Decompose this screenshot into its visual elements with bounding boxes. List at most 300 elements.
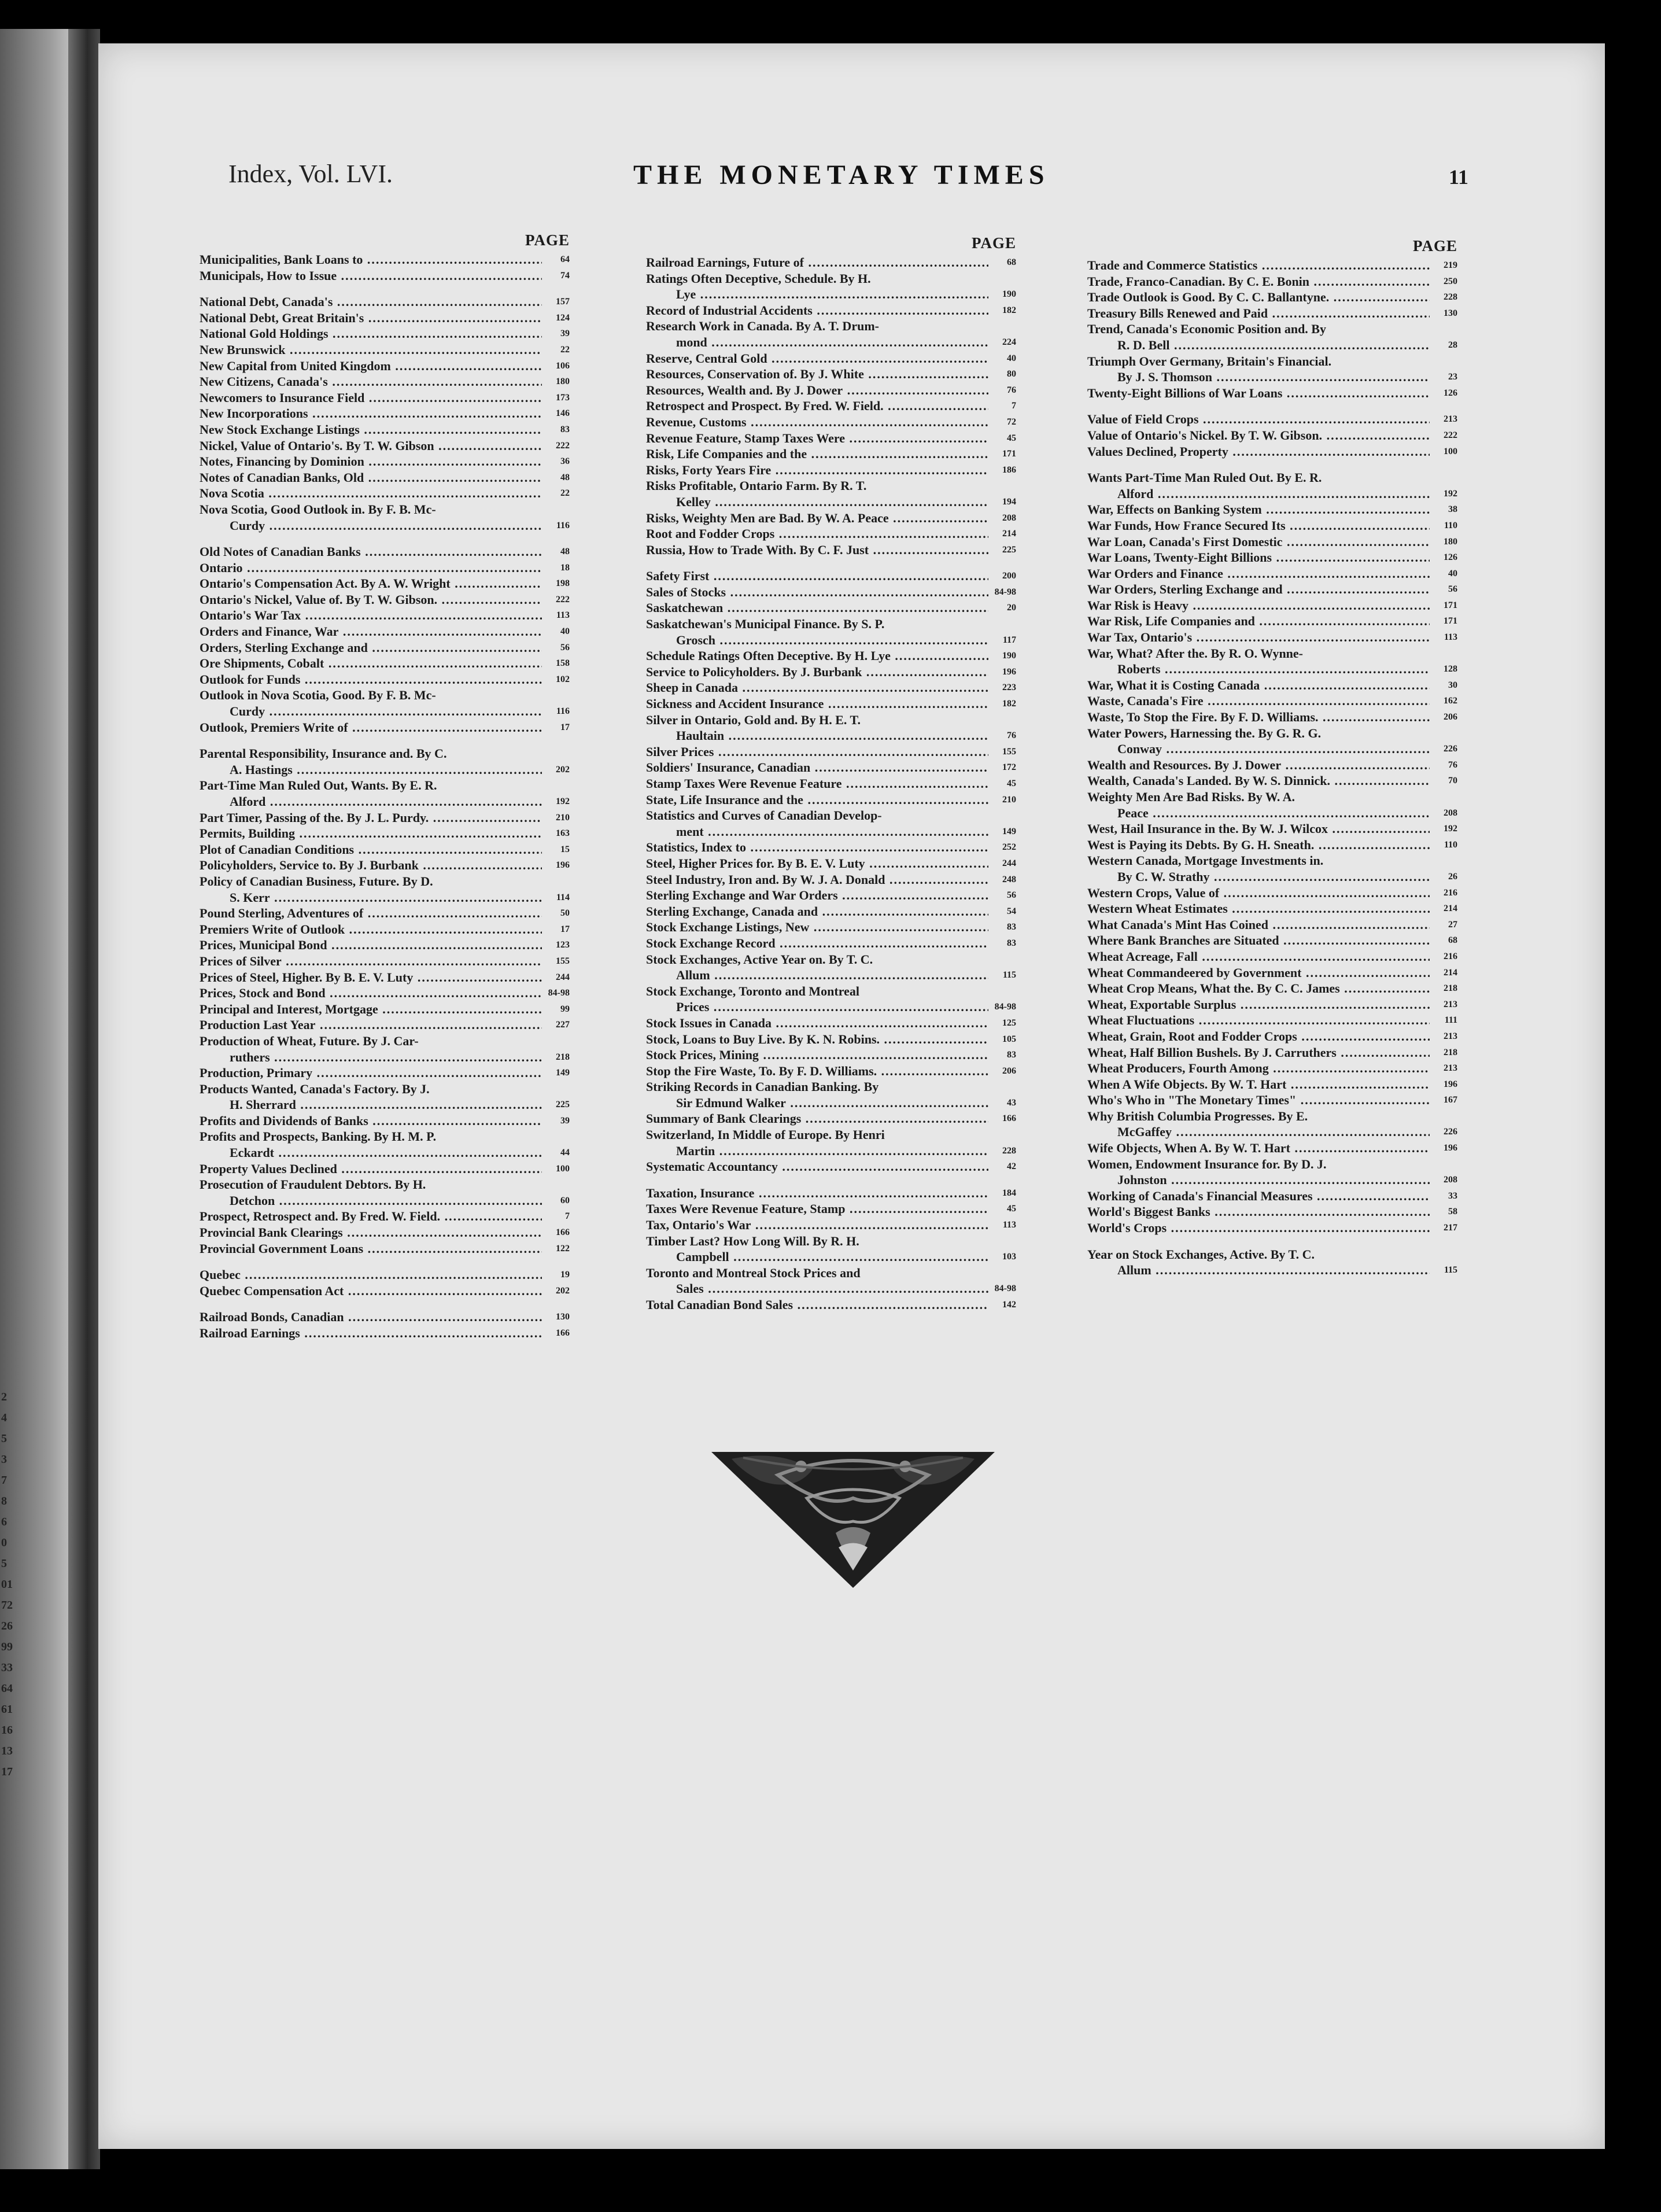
index-entry (1087, 411, 1457, 427)
entry-title: Wealth and Resources. By J. Dower ..... (1087, 757, 1430, 773)
entry-title: Saskatchewan ..... (646, 600, 988, 616)
entry-page-number: 196 (1444, 1079, 1457, 1089)
entry-title: Treasury Bills Renewed and Paid ..... (1087, 305, 1430, 322)
entry-page-number: 218 (556, 1052, 570, 1062)
entry-title: Resources, Wealth and. By J. Dower ..... (646, 382, 988, 399)
entry-page-number: 64 (560, 255, 570, 264)
entry-page-number: 146 (556, 408, 570, 419)
entry-title: Provincial Government Loans ..... (200, 1241, 542, 1257)
entry-page-number: 208 (1444, 808, 1457, 818)
entry-page-number: 113 (1444, 632, 1457, 643)
index-entry (200, 405, 570, 422)
index-entry (646, 568, 1016, 584)
index-entry (646, 1047, 1016, 1063)
entry-page-number: 76 (1448, 760, 1457, 770)
index-entry (646, 303, 1016, 319)
index-entry (1087, 805, 1457, 821)
index-entry (200, 873, 570, 890)
index-entry (646, 1159, 1016, 1175)
index-entry (200, 1267, 570, 1283)
entry-page-number: 103 (1002, 1252, 1016, 1262)
adjacent-margin-number: 5 (1, 1432, 7, 1445)
adjacent-margin-number: 13 (1, 1745, 13, 1757)
index-entry (646, 478, 1016, 494)
entry-title: Root and Fodder Crops ..... (646, 526, 988, 542)
index-entry (1087, 502, 1457, 518)
entry-title: Saskatchewan's Municipal Finance. By S. P. (646, 617, 885, 632)
index-column-2 (646, 234, 1016, 1313)
entry-title: Ontario's War Tax ..... (200, 607, 542, 624)
index-entry (646, 824, 1016, 840)
index-entry (1087, 444, 1457, 460)
index-entry (1087, 661, 1457, 677)
entry-page-number: 171 (1444, 616, 1457, 626)
adjacent-margin-number: 61 (1, 1703, 13, 1716)
entry-title: Why British Columbia Progresses. By E. (1087, 1108, 1308, 1123)
entry-spacer (1087, 459, 1457, 470)
index-entry (646, 271, 1016, 287)
entry-page-number: 22 (560, 344, 570, 355)
entry-title: Tax, Ontario's War ..... (646, 1217, 988, 1233)
index-entry (200, 794, 570, 810)
entry-title: Retrospect and Prospect. By Fred. W. Field. ..... (646, 398, 988, 414)
index-entry (200, 422, 570, 438)
index-entry (200, 1193, 570, 1209)
index-entry (646, 935, 1016, 952)
index-entry (1087, 869, 1457, 885)
entry-title: Stamp Taxes Were Revenue Feature ..... (646, 776, 988, 792)
entry-page-number: 130 (1444, 308, 1457, 318)
entry-page-number: 214 (1444, 904, 1457, 914)
entry-page-number: 45 (1007, 779, 1016, 788)
entry-page-number: 68 (1448, 935, 1457, 946)
index-entry (1087, 518, 1457, 534)
entry-title: Part-Time Man Ruled Out, Wants. By E. R. (200, 778, 437, 793)
index-entry (200, 470, 570, 486)
index-entry (1087, 1028, 1457, 1045)
index-entry (646, 286, 1016, 303)
entry-title: Outlook for Funds ..... (200, 672, 542, 688)
index-entry (1087, 1076, 1457, 1093)
index-entry (646, 648, 1016, 664)
index-entry (200, 703, 570, 720)
index-entry (200, 592, 570, 608)
entry-title: Revenue Feature, Stamp Taxes Were ..... (646, 430, 988, 447)
entry-page-number: 252 (1002, 842, 1016, 853)
index-entry (200, 1177, 570, 1193)
entry-title: ruthers ..... (230, 1049, 542, 1066)
entry-page-number: 180 (1444, 536, 1457, 547)
index-entry (200, 969, 570, 986)
entry-title: Municipalities, Bank Loans to ..... (200, 252, 542, 268)
adjacent-page-numbers (1, 1388, 24, 1784)
entry-page-number: 196 (1444, 1143, 1457, 1153)
index-entry (200, 1225, 570, 1241)
entry-page-number: 217 (1444, 1223, 1457, 1233)
entry-page-number: 200 (1002, 571, 1016, 581)
entry-page-number: 28 (1448, 340, 1457, 350)
index-entry (200, 1001, 570, 1017)
entry-title: Detchon ..... (230, 1193, 542, 1209)
index-entry (200, 762, 570, 778)
entry-page-number: 172 (1002, 762, 1016, 773)
entry-title: Prosecution of Fraudulent Debtors. By H. (200, 1177, 426, 1192)
entry-title: Alford ..... (1117, 486, 1430, 502)
entry-page-number: 222 (556, 440, 570, 451)
entry-page-number: 56 (1007, 890, 1016, 901)
entry-page-number: 33 (1448, 1190, 1457, 1201)
entry-title: Outlook, Premiers Write of ..... (200, 720, 542, 736)
index-entry (1087, 917, 1457, 933)
index-entry (200, 1208, 570, 1225)
entry-page-number: 72 (1007, 416, 1016, 427)
entry-page-number: 190 (1002, 289, 1016, 300)
index-entry (1087, 1045, 1457, 1061)
entry-title: Stock Issues in Canada ..... (646, 1015, 988, 1031)
entry-title: Stock Exchanges, Active Year on. By T. C. (646, 952, 873, 967)
index-entry (646, 494, 1016, 510)
entry-title: Allum ..... (1117, 1262, 1430, 1278)
entry-title: ment ..... (676, 824, 988, 840)
entry-page-number: 50 (560, 908, 570, 919)
entry-title: Provincial Bank Clearings ..... (200, 1225, 542, 1241)
entry-page-number: 84-98 (994, 1284, 1016, 1294)
index-entry (200, 1129, 570, 1145)
entry-page-number: 76 (1007, 385, 1016, 395)
entry-page-number: 84-98 (994, 1002, 1016, 1012)
entry-page-number: 206 (1002, 1066, 1016, 1076)
index-entry (200, 502, 570, 518)
entry-page-number: 76 (1007, 731, 1016, 741)
index-entry (646, 351, 1016, 367)
entry-title: mond ..... (676, 334, 988, 351)
entry-page-number: 219 (1444, 260, 1457, 270)
index-entry (200, 1081, 570, 1097)
index-entry (1087, 369, 1457, 385)
index-entry (646, 1095, 1016, 1111)
entry-page-number: 36 (560, 456, 570, 467)
entry-title: New Stock Exchange Listings ..... (200, 422, 542, 438)
index-entry (200, 905, 570, 921)
index-entry (200, 937, 570, 953)
index-entry (200, 672, 570, 688)
entry-title: Sales of Stocks ..... (646, 584, 988, 600)
entry-title: Summary of Bank Clearings ..... (646, 1111, 988, 1127)
index-entry (1087, 1220, 1457, 1236)
entry-page-number: 40 (1007, 353, 1016, 363)
index-entry (1087, 598, 1457, 614)
index-entry (200, 374, 570, 390)
entry-page-number: 218 (1444, 983, 1457, 994)
index-entry (1087, 550, 1457, 566)
index-entry (200, 825, 570, 842)
index-entry (646, 1079, 1016, 1095)
entry-page-number: 213 (1444, 1063, 1457, 1074)
entry-title: Railroad Bonds, Canadian ..... (200, 1309, 542, 1325)
entry-page-number: 43 (1007, 1097, 1016, 1108)
adjacent-margin-number: 4 (1, 1411, 7, 1424)
index-entry (1087, 1204, 1457, 1220)
entry-title: Production of Wheat, Future. By J. Car- (200, 1033, 419, 1048)
entry-title: Stock, Loans to Buy Live. By K. N. Robins. ..... (646, 1031, 988, 1048)
entry-title: Plot of Canadian Conditions ..... (200, 842, 542, 858)
entry-title: Ontario ..... (200, 560, 542, 576)
entry-page-number: 20 (1007, 603, 1016, 613)
entry-title: Ratings Often Deceptive, Schedule. By H. (646, 271, 871, 286)
entry-page-number: 40 (560, 626, 570, 637)
index-entry (1087, 613, 1457, 629)
entry-title: Trade and Commerce Statistics ..... (1087, 257, 1430, 274)
index-entry (1087, 837, 1457, 853)
index-entry (646, 792, 1016, 808)
entry-page-number: 167 (1444, 1095, 1457, 1105)
entry-title: Part Timer, Passing of the. By J. L. Purdy. ..... (200, 810, 542, 826)
index-entry (646, 1063, 1016, 1079)
index-entry (646, 430, 1016, 447)
entry-title: National Debt, Great Britain's ..... (200, 310, 542, 326)
entry-title: Premiers Write of Outlook ..... (200, 921, 542, 938)
index-entry (200, 890, 570, 906)
entry-title: Prices of Steel, Higher. By B. E. V. Luty ..... (200, 969, 542, 986)
index-entry (200, 857, 570, 873)
index-entry (200, 390, 570, 406)
index-entry (646, 1127, 1016, 1143)
index-entry (646, 744, 1016, 760)
index-entry (1087, 353, 1457, 370)
index-entry (1087, 709, 1457, 725)
entry-page-number: 224 (1002, 337, 1016, 347)
index-entry (200, 576, 570, 592)
index-entry (200, 640, 570, 656)
index-entry (646, 366, 1016, 382)
index-entry (646, 776, 1016, 792)
entry-title: Western Canada, Mortgage Investments in. (1087, 853, 1324, 868)
entry-title: Nickel, Value of Ontario's. By T. W. Gibson ..... (200, 438, 542, 454)
entry-title: Municipals, How to Issue ..... (200, 268, 542, 284)
index-column-3 (1087, 237, 1457, 1278)
index-entry (1087, 337, 1457, 353)
entry-page-number: 194 (1002, 496, 1016, 507)
entry-title: Orders, Sterling Exchange and ..... (200, 640, 542, 656)
entry-title: Schedule Ratings Often Deceptive. By H. Lye ..... (646, 648, 988, 664)
entry-spacer (200, 1256, 570, 1267)
index-entry (646, 983, 1016, 1000)
index-entry (200, 687, 570, 703)
index-entry (200, 1325, 570, 1341)
index-entry (200, 1161, 570, 1177)
index-entry (646, 584, 1016, 600)
entry-title: West is Paying its Debts. By G. H. Sneath. ..... (1087, 837, 1430, 853)
index-entry (646, 919, 1016, 935)
adjacent-margin-number: 16 (1, 1724, 13, 1737)
entry-page-number: 40 (1448, 568, 1457, 578)
index-entry (646, 839, 1016, 856)
entry-title: New Brunswick ..... (200, 342, 542, 358)
entry-title: Sterling Exchange, Canada and ..... (646, 904, 988, 920)
adjacent-margin-number: 8 (1, 1495, 7, 1507)
index-entry (1087, 321, 1457, 337)
entry-title: S. Kerr ..... (230, 890, 542, 906)
index-entry (646, 872, 1016, 888)
index-entry (646, 1015, 1016, 1031)
entry-page-number: 222 (556, 594, 570, 604)
index-entry (200, 518, 570, 534)
entry-page-number: 225 (556, 1100, 570, 1110)
index-entry (646, 1265, 1016, 1281)
entry-title: Taxation, Insurance ..... (646, 1185, 988, 1201)
adjacent-margin-number: 3 (1, 1453, 7, 1466)
entry-page-number: 15 (560, 844, 570, 854)
entry-page-number: 227 (556, 1020, 570, 1030)
entry-page-number: 123 (556, 940, 570, 950)
entry-page-number: 19 (560, 1270, 570, 1280)
entry-page-number: 124 (556, 312, 570, 323)
entry-title: Wheat Acreage, Fall ..... (1087, 949, 1430, 965)
entry-title: Conway ..... (1117, 741, 1430, 757)
index-entry (1087, 257, 1457, 274)
entry-title: Wealth, Canada's Landed. By W. S. Dinnick. ..... (1087, 773, 1430, 789)
entry-title: Russia, How to Trade With. By C. F. Just ..... (646, 542, 988, 558)
index-entry (646, 382, 1016, 399)
entry-page-number: 39 (560, 1115, 570, 1126)
entry-page-number: 110 (1444, 520, 1457, 530)
entry-page-number: 113 (556, 610, 570, 621)
entry-title: Products Wanted, Canada's Factory. By J. (200, 1081, 430, 1096)
entry-title: War Tax, Ontario's ..... (1087, 629, 1430, 646)
index-entry (200, 544, 570, 560)
entry-page-number: 56 (1448, 584, 1457, 595)
entry-title: Working of Canada's Financial Measures ..... (1087, 1188, 1430, 1204)
entry-title: Year on Stock Exchanges, Active. By T. C. (1087, 1247, 1315, 1262)
entry-page-number: 116 (556, 520, 570, 530)
index-entry (200, 1309, 570, 1325)
index-entry (1087, 1140, 1457, 1156)
entry-title: Profits and Dividends of Banks ..... (200, 1113, 542, 1129)
entry-page-number: 149 (556, 1068, 570, 1078)
index-entry (1087, 274, 1457, 290)
entry-title: Value of Ontario's Nickel. By T. W. Gibson. ..... (1087, 427, 1430, 444)
adjacent-margin-number: 99 (1, 1640, 13, 1653)
entry-page-number: 142 (1002, 1300, 1016, 1310)
entry-page-number: 214 (1444, 967, 1457, 978)
entry-page-number: 114 (556, 892, 570, 902)
index-entry (1087, 932, 1457, 949)
index-entry (1087, 1188, 1457, 1204)
entry-title: Prices of Silver ..... (200, 953, 542, 969)
entry-title: Wheat Crop Means, What the. By C. C. James ..... (1087, 980, 1430, 997)
index-entry (200, 326, 570, 342)
entry-page-number: 117 (1002, 635, 1016, 645)
entry-spacer (200, 283, 570, 294)
entry-page-number: 54 (1007, 906, 1016, 916)
entry-title: Ontario's Compensation Act. By A. W. Wright ..... (200, 576, 542, 592)
entry-page-number: 226 (1444, 744, 1457, 754)
index-entry (1087, 773, 1457, 789)
entry-title: New Capital from United Kingdom ..... (200, 358, 542, 374)
index-entry (1087, 305, 1457, 322)
index-entry (1087, 980, 1457, 997)
entry-page-number: 38 (1448, 504, 1457, 515)
index-entry (646, 632, 1016, 648)
index-entry (646, 526, 1016, 542)
page-number: 11 (1449, 165, 1469, 189)
index-entry (1087, 1060, 1457, 1076)
entry-page-number: 213 (1444, 1031, 1457, 1041)
index-entry (646, 1031, 1016, 1048)
entry-title: Wife Objects, When A. By W. T. Hart ..... (1087, 1140, 1430, 1156)
adjacent-margin-number: 2 (1, 1391, 7, 1403)
index-entry (1087, 693, 1457, 709)
column-page-heading: PAGE (1413, 237, 1457, 255)
entry-title: Value of Field Crops ..... (1087, 411, 1430, 427)
index-entry (200, 746, 570, 762)
entry-title: Taxes Were Revenue Feature, Stamp ..... (646, 1201, 988, 1217)
entry-page-number: 83 (1007, 922, 1016, 932)
index-entry (646, 712, 1016, 728)
index-page (98, 43, 1605, 2149)
entry-title: Quebec Compensation Act ..... (200, 1283, 542, 1299)
index-entry (200, 252, 570, 268)
entry-page-number: 100 (1444, 446, 1457, 456)
index-volume-label: Index, Vol. LVI. (228, 160, 393, 188)
entry-title: Weighty Men Are Bad Risks. By W. A. (1087, 790, 1295, 804)
index-entry (646, 1201, 1016, 1217)
entry-title: Orders and Finance, War ..... (200, 624, 542, 640)
index-entry (646, 1185, 1016, 1201)
entry-title: Reserve, Central Gold ..... (646, 351, 988, 367)
entry-page-number: 184 (1002, 1188, 1016, 1198)
entry-title: War, What? After the. By R. O. Wynne- (1087, 646, 1304, 661)
entry-page-number: 126 (1444, 388, 1457, 398)
entry-title: Ontario's Nickel, Value of. By T. W. Gibson. ..... (200, 592, 542, 608)
adjacent-margin-number: 33 (1, 1661, 13, 1674)
entry-title: McGaffey ..... (1117, 1124, 1430, 1140)
index-entry (1087, 725, 1457, 742)
index-entry (646, 1217, 1016, 1233)
entry-page-number: 56 (560, 642, 570, 652)
entry-page-number: 248 (1002, 874, 1016, 884)
entry-page-number: 7 (565, 1211, 570, 1222)
entry-title: By J. S. Thomson ..... (1117, 369, 1430, 385)
column-page-heading: PAGE (525, 231, 570, 249)
entry-page-number: 213 (1444, 999, 1457, 1009)
index-entry (1087, 1172, 1457, 1188)
index-entry (200, 1017, 570, 1033)
index-entry (200, 310, 570, 326)
entry-title: National Debt, Canada's ..... (200, 294, 542, 310)
entry-spacer (200, 735, 570, 746)
entry-title: Total Canadian Bond Sales ..... (646, 1297, 988, 1313)
adjacent-margin-number: 01 (1, 1578, 13, 1591)
entry-page-number: 166 (1002, 1114, 1016, 1124)
index-entry (646, 1297, 1016, 1313)
index-entry (1087, 427, 1457, 444)
index-entry (646, 334, 1016, 351)
entry-title: Nova Scotia, Good Outlook in. By F. B. Mc- (200, 502, 436, 517)
entry-page-number: 228 (1444, 292, 1457, 303)
entry-title: Prospect, Retrospect and. By Fred. W. Field. ..... (200, 1208, 542, 1225)
entry-page-number: 23 (1448, 372, 1457, 382)
index-entry (1087, 534, 1457, 550)
index-entry (1087, 1012, 1457, 1028)
entry-page-number: 166 (556, 1328, 570, 1338)
entry-title: War Funds, How France Secured Its ..... (1087, 518, 1430, 534)
entry-title: Allum ..... (676, 967, 988, 983)
entry-title: War Loan, Canada's First Domestic ..... (1087, 534, 1430, 550)
index-entry (1087, 646, 1457, 662)
entry-page-number: 213 (1444, 414, 1457, 425)
entry-title: Timber Last? How Long Will. By R. H. (646, 1233, 859, 1248)
